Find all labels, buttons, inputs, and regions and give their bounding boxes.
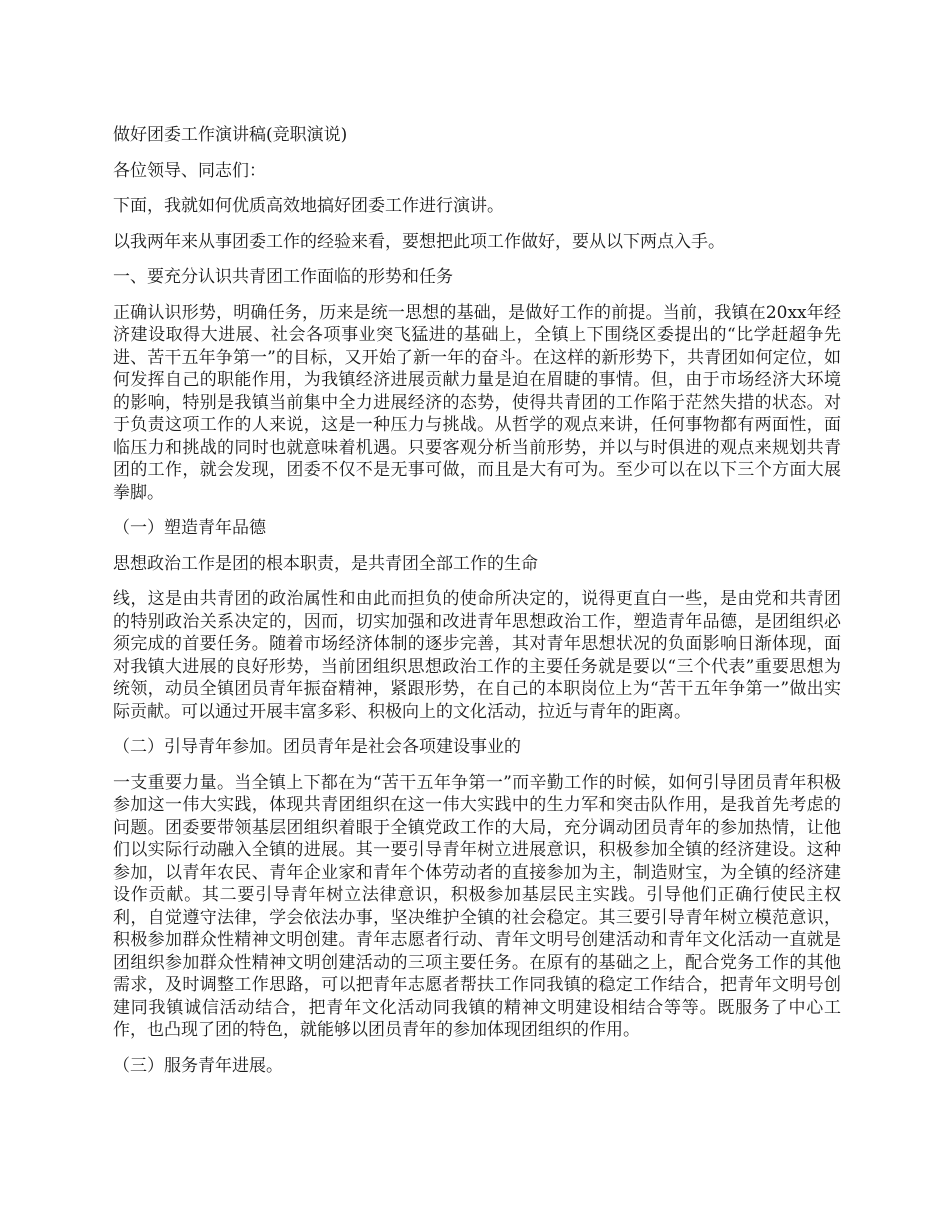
section-heading: 一、要充分认识共青团工作面临的形势和任务 (113, 267, 453, 287)
paragraph: 正确认识形势，明确任务，历来是统一思想的基础，是做好工作的前提。当前，我镇在20xx年经济建设取得大进展、社会各项事业突飞猛进的基础上，全镇上下围绕区委提出的“比学赶超争先进、苦干五年争第一”的目标，又开始了新一年的奋斗。在这样的新形势下，共青团如何定位，如何发挥自己的职能作用，为我镇经济进展贡献力量是迫在眉睫的事情。但，由于市场经济大环境的影响，特别是我镇当前集中全力进展经济的态势，使得共青团的工作陷于茫然失措的状态。对于负责这项工作的人来说，这是一种压力与挑战。从哲学的观点来讲，任何事物都有两面性，面临压力和挑战的同时也就意味着机遇。只要客观分析当前形势，并以与时俱进的观点来规划共青团的工作，就会发现，团委不仅不是无事可做，而且是大有可为。至少可以在以下三个方面大展拳脚。 (113, 302, 841, 503)
subsection-heading: （三）服务青年进展。 (113, 1055, 283, 1076)
paragraph: 线，这是由共青团的政治属性和由此而担负的使命所决定的，说得更直白一些，是由党和共青团的特别政治关系决定的，因而，切实加强和改进青年思想政治工作，塑造青年品德，是团组织必须完成的首要任务。随着市场经济体制的逐步完善，其对青年思想状况的负面影响日渐体现，面对我镇大进展的良好形势，当前团组织思想政治工作的主要任务就是要以“三个代表”重要思想为统领，动员全镇团员青年振奋精神，紧跟形势，在自己的本职岗位上为“苦干五年争第一”做出实际贡献。可以通过开展丰富多彩、积极向上的文化活动，拉近与青年的距离。 (113, 589, 841, 722)
subsection-heading: （二）引导青年参加。团员青年是社会各项建设事业的 (113, 737, 521, 757)
paragraph: 一支重要力量。当全镇上下都在为“苦干五年争第一”而辛勤工作的时候，如何引导团员青年积极参加这一伟大实践，体现共青团组织在这一伟大实践中的生力军和突击队作用，是我首先考虑的问题。团委要带领基层团组织着眼于全镇党政工作的大局，充分调动团员青年的参加热情，让他们以实际行动融入全镇的进展。其一要引导青年树立进展意识，积极参加全镇的经济建设。这种参加，以青年农民、青年企业家和青年个体劳动者的直接参加为主，制造财宝，为全镇的经济建设作贡献。其二要引导青年树立法律意识，积极参加基层民主实践。引导他们正确行使民主权利，自觉遵守法律，学会依法办事，坚决维护全镇的社会稳定。其三要引导青年树立模范意识，积极参加群众性精神文明创建。青年志愿者行动、青年文明号创建活动和青年文化活动一直就是团组织参加群众性精神文明创建活动的三项主要任务。在原有的基础之上，配合党务工作的其他需求，及时调整工作思路，可以把青年志愿者帮扶工作同我镇的稳定工作结合，把青年文明号创建同我镇诚信活动结合，把青年文化活动同我镇的精神文明建设相结合等等。既服务了中心工作，也凸现了团的特色，就能够以团员青年的参加体现团组织的作用。 (113, 772, 841, 1040)
salutation: 各位领导、同志们： (113, 160, 266, 181)
subsection-heading: （一）塑造青年品德 (113, 518, 266, 538)
paragraph: 思想政治工作是团的根本职责，是共青团全部工作的生命 (113, 553, 538, 574)
paragraph: 以我两年来从事团委工作的经验来看，要想把此项工作做好，要从以下两点入手。 (113, 231, 725, 252)
document-page (113, 124, 841, 1077)
document-title: 做好团委工作演讲稿(竞职演说) (113, 125, 348, 145)
paragraph: 下面，我就如何优质高效地搞好团委工作进行演讲。 (113, 196, 504, 216)
